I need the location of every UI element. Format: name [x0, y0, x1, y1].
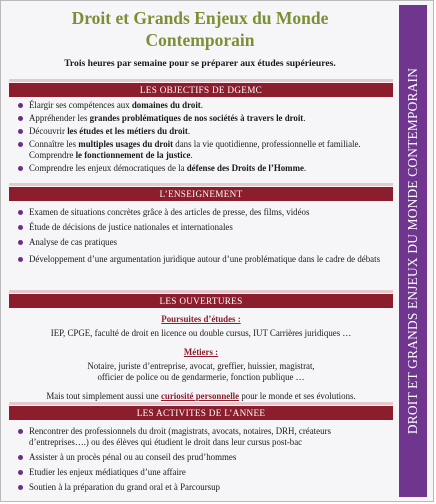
item-text: Analyse de cas pratiques: [29, 237, 117, 247]
activites-list: [11, 426, 391, 493]
item-text: Etudier les enjeux médiatiques d’une affaire: [29, 467, 186, 477]
bullet-icon: [18, 429, 23, 434]
list-item: [11, 207, 391, 218]
item-text: dans la vie quotidienne, professionnelle et familiale. Comprendre: [29, 139, 361, 160]
item-text: Soutien à la préparation du grand oral et à Parcoursup: [29, 482, 220, 492]
title-line-2: Contemporain: [145, 30, 255, 50]
bullet-icon: [18, 142, 23, 147]
section-heading-ouvertures: LES OUVERTURES: [9, 294, 393, 308]
bullet-icon: [18, 455, 23, 460]
item-text: Élargir ses compétences aux: [29, 100, 132, 110]
poursuites-title: Poursuites d’études :: [161, 314, 241, 324]
list-item: [11, 163, 391, 174]
side-title: DROIT ET GRANDS ENJEUX DU MONDE CONTEMPORAIN: [405, 67, 420, 435]
section-heading-activites: LES ACTIVITES DE L’ANNEE: [9, 406, 393, 420]
bullet-icon: [18, 225, 23, 230]
item-bold: grandes problématiques de nos sociétés à travers le droit: [89, 113, 304, 123]
section-heading-objectifs: LES OBJECTIFS DE DGEMC: [9, 83, 393, 97]
item-text: .: [187, 126, 191, 136]
bullet-icon: [18, 485, 23, 490]
metiers-line-1: Notaire, juriste d’entreprise, avocat, greffier, huissier, magistrat,: [87, 361, 315, 371]
bullet-icon: [18, 257, 23, 262]
item-text: .: [200, 100, 203, 110]
item-text: .: [303, 113, 306, 123]
item-bold: le fonctionnement de la justice: [75, 150, 191, 160]
bullet-icon: [18, 129, 23, 134]
bullet-icon: [18, 166, 23, 171]
item-text: Comprendre les enjeux démocratiques de la: [29, 163, 187, 173]
list-item: [11, 452, 391, 463]
curiosite-link: curiosité personnelle: [160, 391, 240, 401]
item-bold: domaines du droit: [131, 100, 201, 110]
list-item: [11, 222, 391, 233]
list-item: [11, 237, 391, 248]
curiosite-line: [9, 391, 393, 402]
item-text: Rencontrer des professionnels du droit (magistrats, avocats, notaires, DRH, créateurs d’entreprises….) ou des élèves qui étudient le droit dans leur cursus post-bac: [29, 426, 331, 447]
item-bold: les études et les métiers du droit: [67, 126, 188, 136]
curiosite-text: Mais tout simplement aussi une: [46, 391, 161, 401]
bullet-icon: [18, 116, 23, 121]
enseignement-list: [11, 207, 391, 265]
list-item: [11, 100, 391, 111]
item-text: Étude de décisions de justice nationales et internationales: [29, 222, 233, 232]
list-item: [11, 254, 391, 265]
item-bold: multiples usages du droit: [78, 139, 174, 149]
metiers-line-2: officier de police ou de gendarmerie, fonction publique …: [97, 372, 305, 382]
poursuites-text: IEP, CPGE, faculté de droit en licence ou double cursus, IUT Carrières juridiques …: [50, 328, 352, 338]
side-banner: [399, 5, 427, 497]
item-text: Connaître les: [29, 139, 79, 149]
bullet-icon: [18, 240, 23, 245]
list-item: [11, 426, 391, 448]
metiers-title: Métiers :: [183, 347, 219, 357]
item-bold: défense des Droits de l’Homme: [186, 163, 304, 173]
item-text: .: [303, 163, 307, 173]
flyer-main: [1, 1, 399, 501]
section-heading-enseignement: L’ENSEIGNEMENT: [9, 187, 393, 201]
ouvertures-block: [9, 314, 393, 402]
list-item: [11, 113, 391, 124]
item-text: Examen de situations concrètes grâce à des articles de presse, des films, vidéos: [29, 207, 310, 217]
bullet-icon: [18, 210, 23, 215]
item-text: .: [190, 150, 193, 160]
list-item: [11, 139, 391, 161]
bullet-icon: [18, 103, 23, 108]
list-item: [11, 467, 391, 478]
objectifs-list: [11, 100, 391, 174]
list-item: [11, 482, 391, 493]
bullet-icon: [18, 470, 23, 475]
item-text: Découvrir: [29, 126, 68, 136]
list-item: [11, 126, 391, 137]
curiosite-text: pour le monde et ses évolutions.: [239, 391, 356, 401]
item-text: Développement d’une argumentation juridique autour d’une problématique dans le cadre de débats: [29, 254, 381, 264]
subtitle: Trois heures par semaine pour se préparer aux études supérieures.: [64, 58, 336, 69]
page-title: [1, 7, 399, 51]
item-text: Appréhender les: [29, 113, 90, 123]
title-line-1: Droit et Grands Enjeux du Monde: [71, 8, 329, 28]
item-text: Assister à un procès pénal ou au conseil des prud’hommes: [29, 452, 237, 462]
